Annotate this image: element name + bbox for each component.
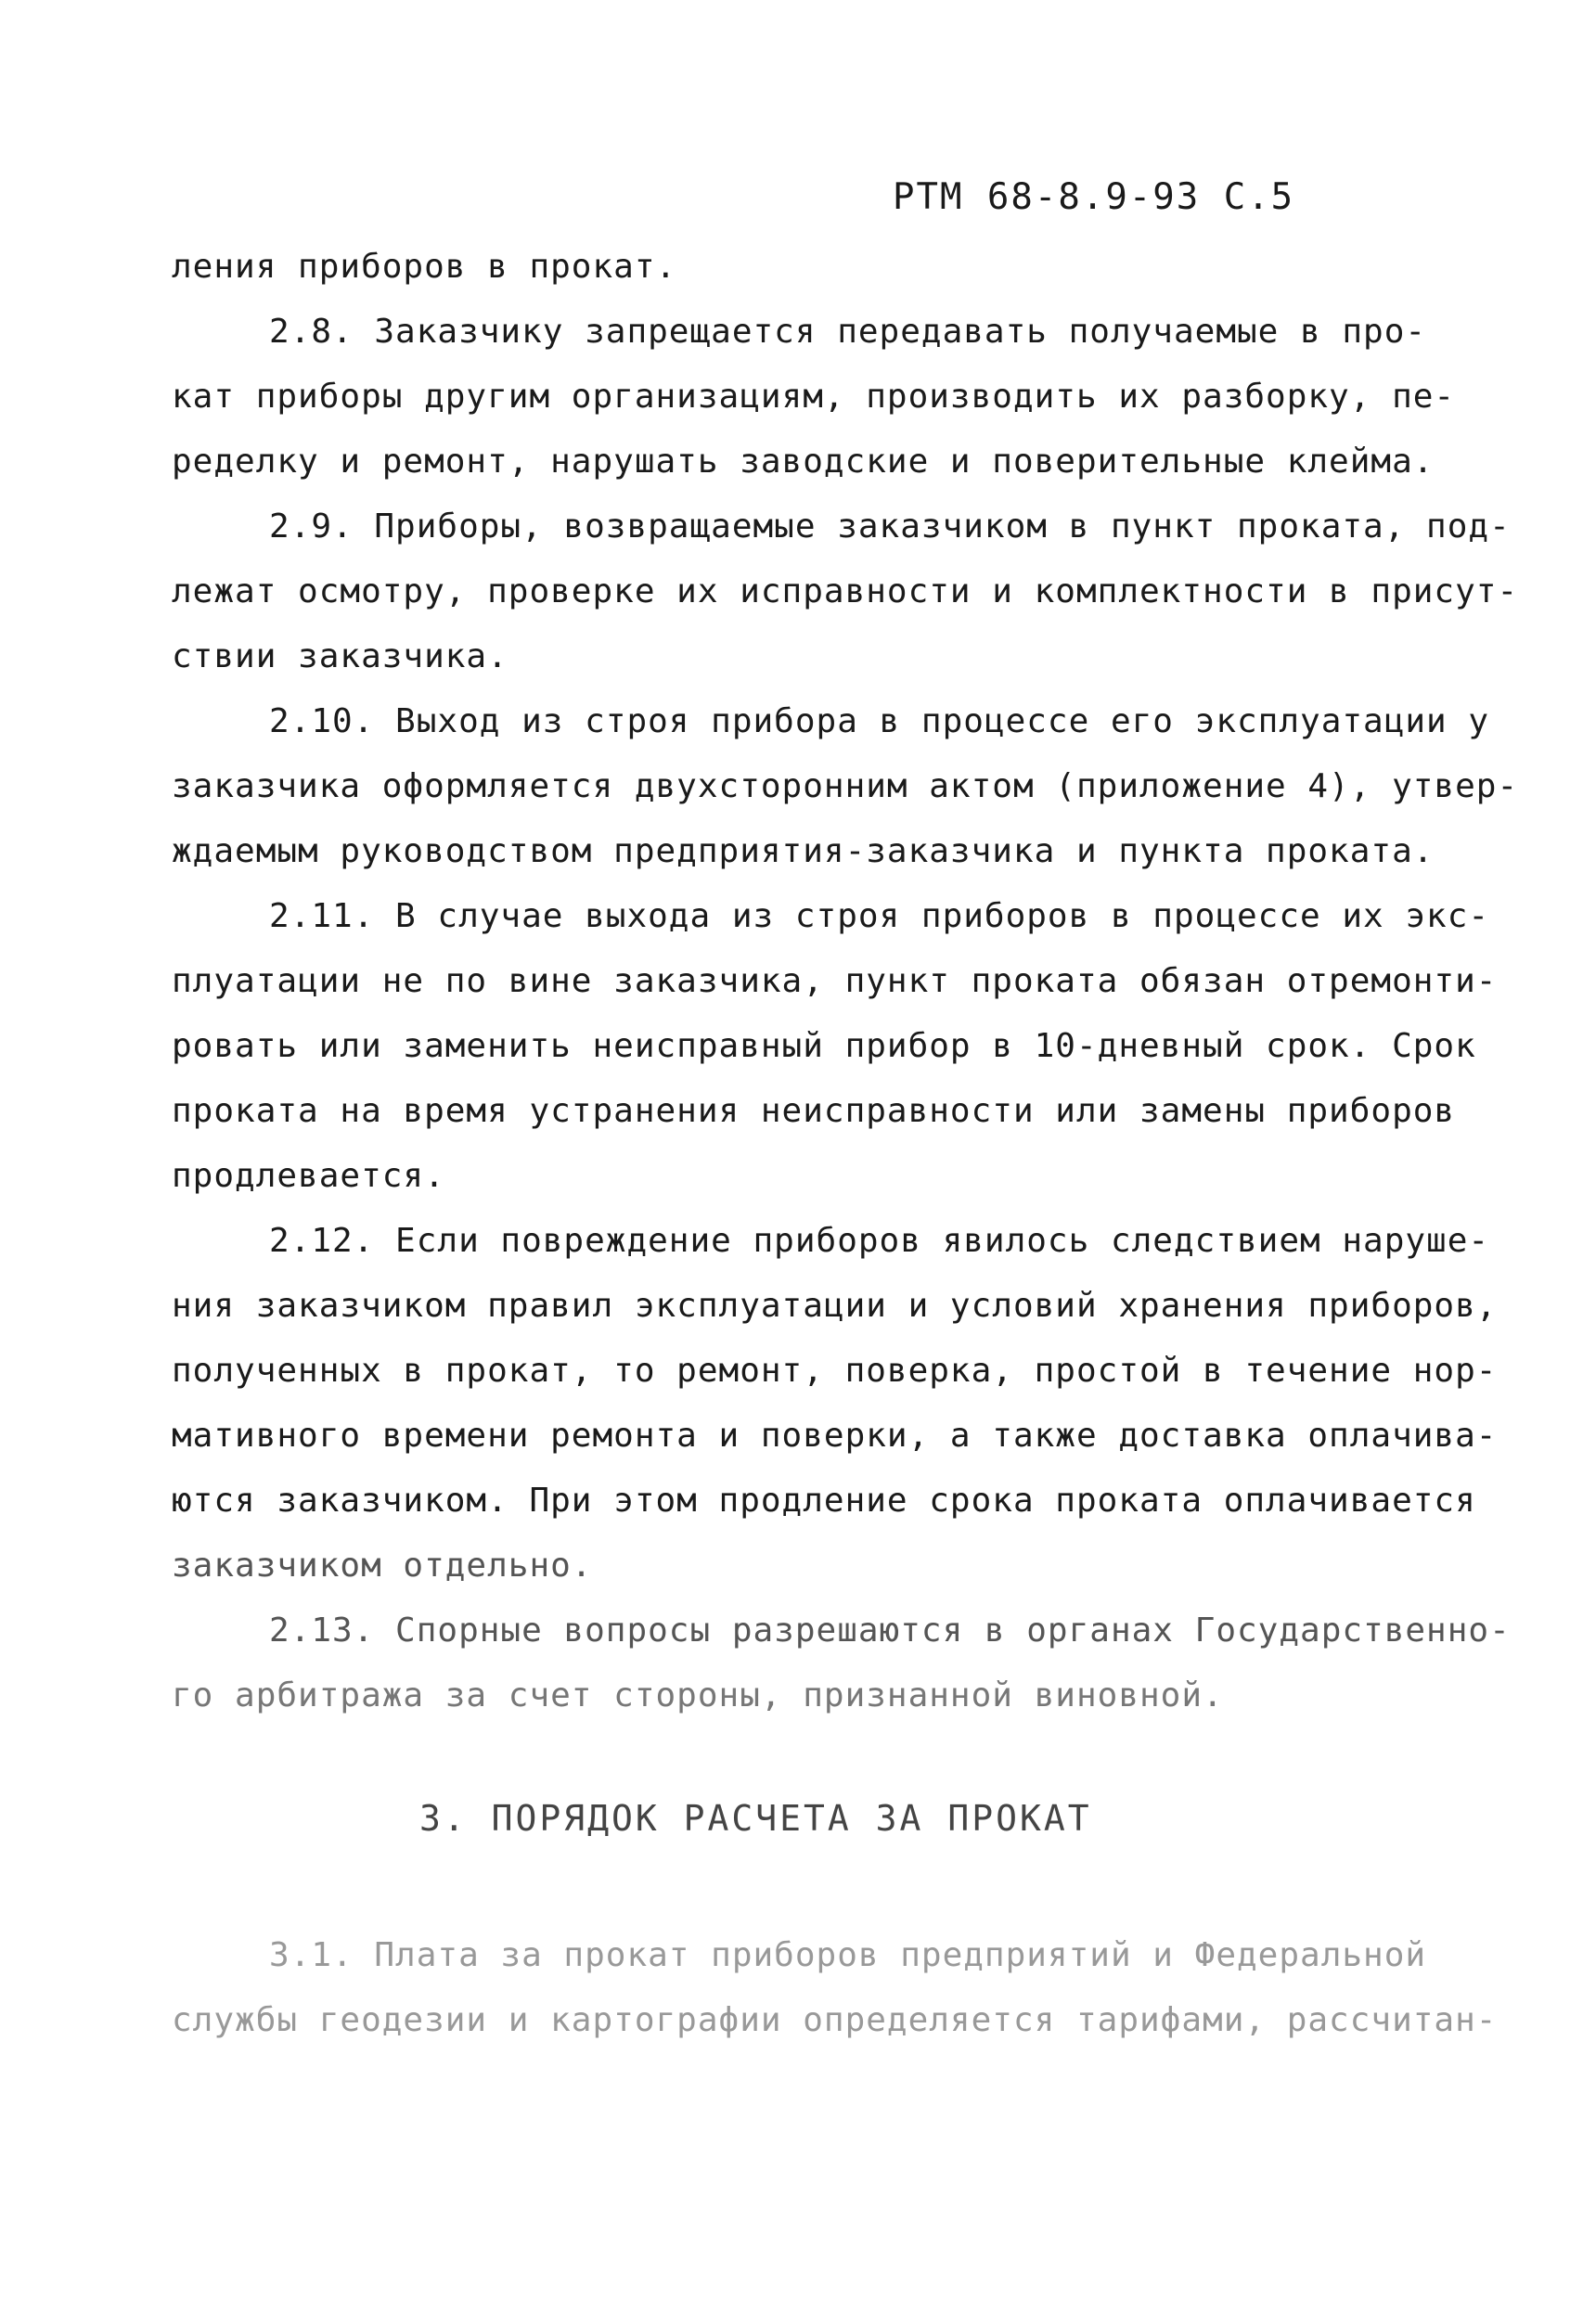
text-line: лежат осмотру, проверке их исправности и комплектности в присут- xyxy=(172,572,1519,610)
section-heading: 3. ПОРЯДОК РАСЧЕТА ЗА ПРОКАТ xyxy=(419,1798,1092,1839)
text-line: 2.12. Если повреждение приборов явилось следствием наруше- xyxy=(269,1222,1490,1260)
text-line: ния заказчиком правил эксплуатации и условий хранения приборов, xyxy=(172,1287,1498,1325)
text-line: кат приборы другим организациям, производить их разборку, пе- xyxy=(172,378,1456,416)
text-line: ределку и ремонт, нарушать заводские и поверительные клейма. xyxy=(172,443,1435,481)
text-line: проката на время устранения неисправности или замены приборов xyxy=(172,1092,1456,1130)
text-line: плуатации не по вине заказчика, пункт проката обязан отремонти- xyxy=(172,962,1498,1000)
text-line: ются заказчиком. При этом продление срока проката оплачивается xyxy=(172,1482,1476,1520)
text-line: полученных в прокат, то ремонт, поверка, простой в течение нор- xyxy=(172,1352,1498,1390)
text-line: заказчиком отдельно. xyxy=(172,1547,593,1585)
document-header: РТМ 68-8.9-93 С.5 xyxy=(893,176,1295,218)
text-line: службы геодезии и картографии определяется тарифами, рассчитан- xyxy=(172,2001,1498,2039)
text-line: ствии заказчика. xyxy=(172,637,508,675)
text-line: заказчика оформляется двухсторонним актом (приложение 4), утвер- xyxy=(172,767,1519,805)
text-line: 2.9. Приборы, возвращаемые заказчиком в пункт проката, под- xyxy=(269,507,1511,546)
text-line: 3.1. Плата за прокат приборов предприятий и Федеральной xyxy=(269,1936,1427,1974)
text-line: 2.10. Выход из строя прибора в процессе его эксплуатации у xyxy=(269,702,1490,740)
text-line: 2.11. В случае выхода из строя приборов в процессе их экс- xyxy=(269,897,1490,935)
text-line: ждаемым руководством предприятия-заказчика и пункта проката. xyxy=(172,832,1435,870)
text-line: 2.13. Спорные вопросы разрешаются в органах Государственно- xyxy=(269,1611,1511,1650)
text-line: го арбитража за счет стороны, признанной виновной. xyxy=(172,1676,1224,1714)
text-line: мативного времени ремонта и поверки, а также доставка оплачива- xyxy=(172,1417,1498,1455)
text-line: ления приборов в прокат. xyxy=(172,248,677,286)
text-line: ровать или заменить неисправный прибор в 10-дневный срок. Срок xyxy=(172,1027,1476,1065)
text-line: 2.8. Заказчику запрещается передавать получаемые в про- xyxy=(269,313,1427,351)
text-line: продлевается. xyxy=(172,1157,445,1195)
